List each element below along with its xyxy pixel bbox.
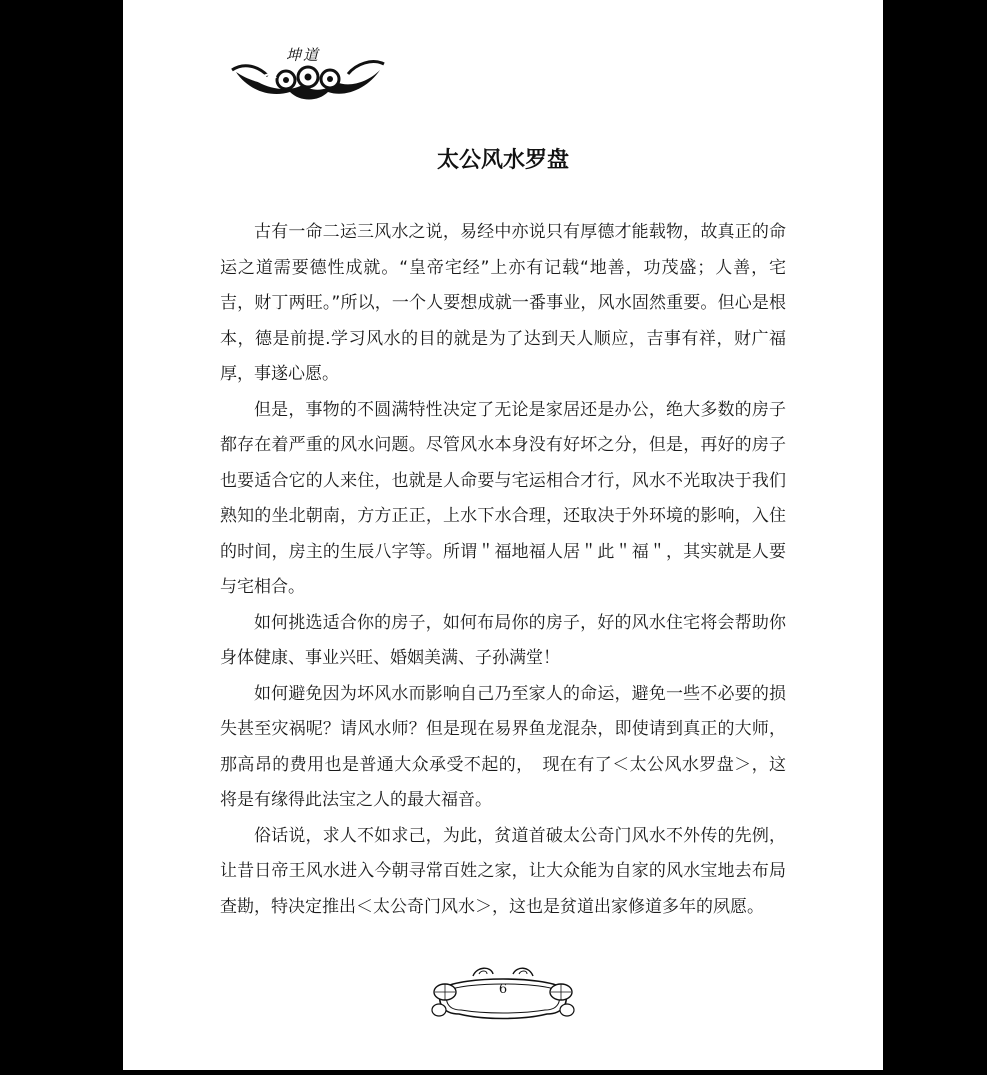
brand-logo-text: 坤道 (286, 46, 321, 64)
paragraph: 俗话说，求人不如求己，为此，贫道首破太公奇门风水不外传的先例，让昔日帝王风水进入今朝寻常百姓之家，让大众能为自家的风水宝地去布局查勘，特决定推出＜太公奇门风水＞，这也是贫道出家修道多年的夙愿。 (220, 825, 786, 917)
paragraph: 如何避免因为坏风水而影响自己乃至家人的命运，避免一些不必要的损失甚至灾祸呢？请风水师？但是现在易界鱼龙混杂，即使请到真正的大师，那高昂的费用也是普通大众承受不起的， 现在有了＜太公风水罗盘＞，这将是有缘得此法宝之人的最大福音。 (220, 683, 786, 810)
paragraph: 但是，事物的不圆满特性决定了无论是家居还是办公，绝大多数的房子都存在着严重的风水问题。尽管风水本身没有好坏之分，但是，再好的房子也要适合它的人来住，也就是人命要与宅运相合才行，风水不光取决于我们熟知的坐北朝南，方方正正，上水下水合理，还取决于外环境的影响，入住的时间，房主的生辰八字等。所谓＂福地福人居＂此＂福＂，其实就是人要与宅相合。 (220, 399, 786, 597)
page-number: 6 (498, 982, 508, 997)
paragraph: 如何挑选适合你的房子，如何布局你的房子，好的风水住宅将会帮助你身体健康、事业兴旺、婚姻美满、子孙满堂！ (220, 612, 786, 668)
paragraph: 古有一命二运三风水之说，易经中亦说只有厚德才能载物，故真正的命运之道需要德性成就。“皇帝宅经”上亦有记载“地善，功茂盛；人善，宅吉，财丁两旺。”所以，一个人要想成就一番事业，风水固然重要。但心是根本，德是前提.学习风水的目的就是为了达到天人顺应，吉事有祥，财广福厚，事遂心愿。 (220, 222, 786, 384)
book-page (123, 0, 883, 1070)
article-body (220, 215, 786, 925)
page-title: 太公风水罗盘 (436, 148, 569, 173)
page-footer (423, 958, 583, 1028)
